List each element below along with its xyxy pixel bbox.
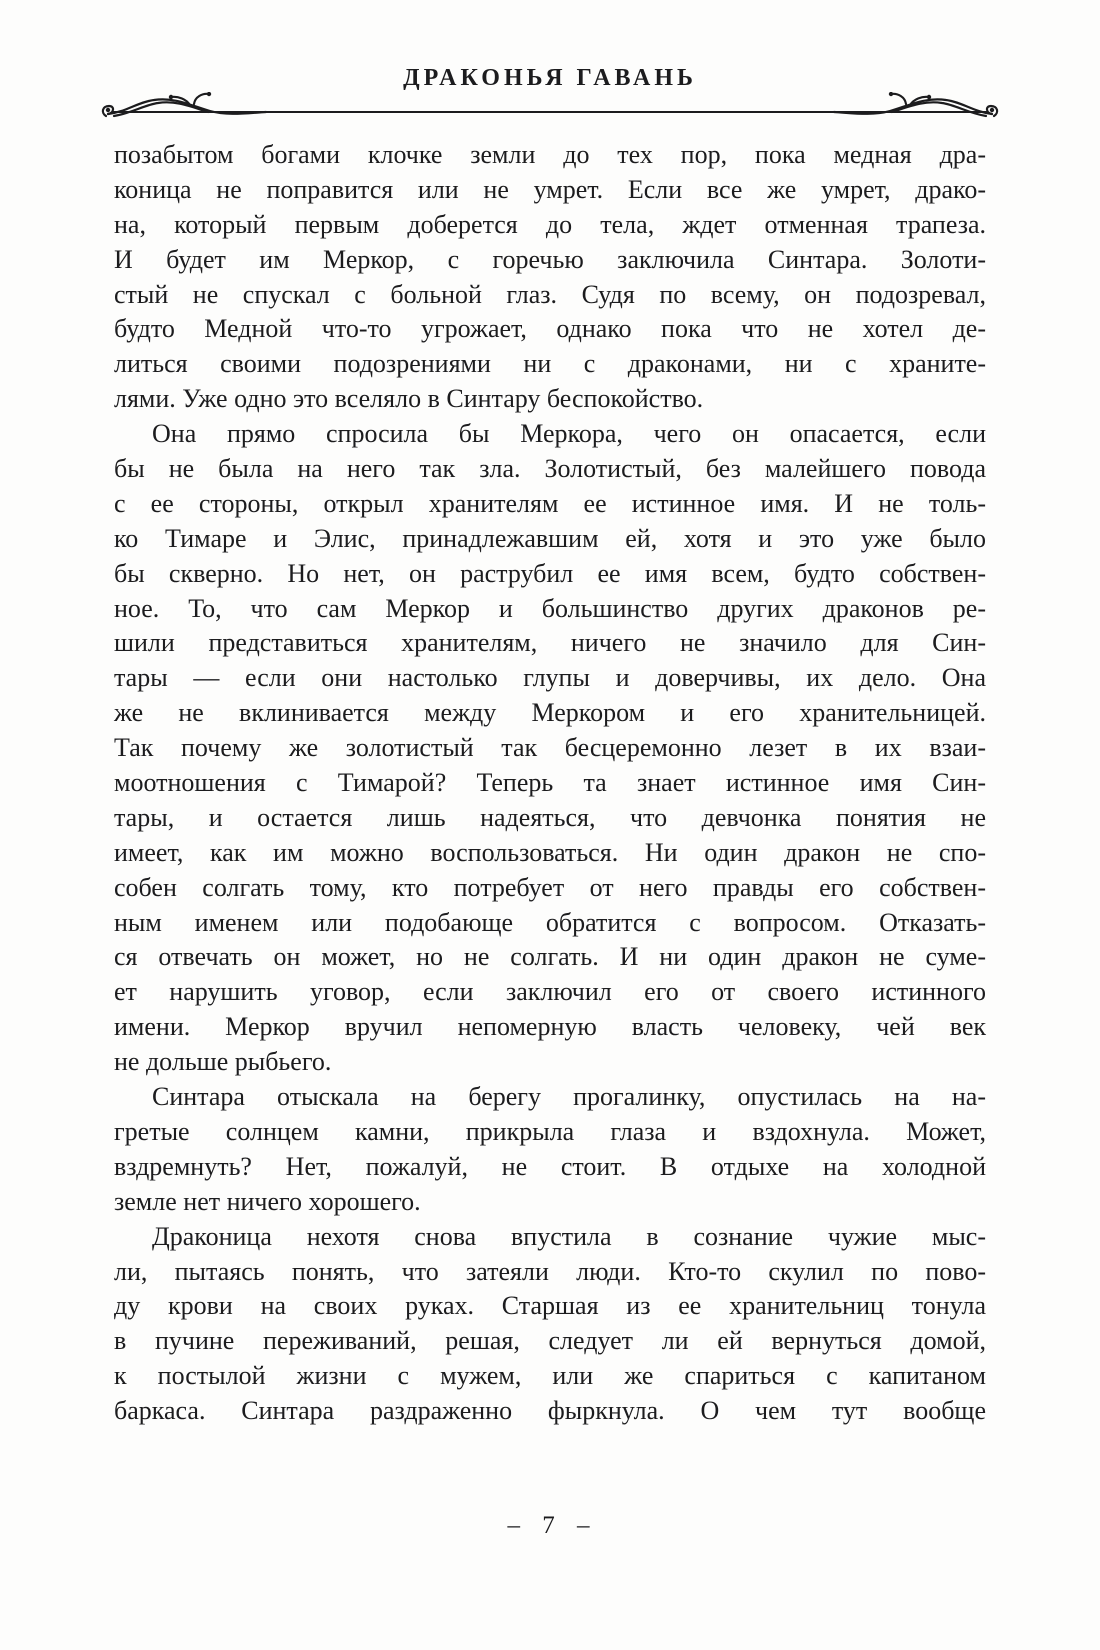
text-line: баркаса. Синтара раздраженно фыркнула. О чем тут вообще (114, 1396, 986, 1426)
text-line: ное. То, что сам Меркор и большинство других драконов ре- (114, 593, 986, 623)
text-line: собен солгать тому, кто потребует от него правды его собствен- (114, 872, 986, 902)
text-line: ным именем или подобающе обратится с вопросом. Отказать- (114, 907, 986, 937)
text-line: И будет им Меркор, с горечью заключила Синтара. Золоти- (114, 244, 986, 274)
text-line: бы скверно. Но нет, он раструбил ее имя всем, будто собствен- (114, 558, 986, 588)
page-number: – 7 – (507, 1512, 593, 1539)
text-line: ет нарушить уговор, если заключил его от своего истинного (114, 977, 986, 1007)
text-line: ко Тимаре и Элис, принадлежавшим ей, хотя и это уже было (114, 523, 986, 553)
text-line: будто Медной что-то угрожает, однако пока что не хотел де- (114, 314, 986, 344)
text-line: Она прямо спросила бы Меркора, чего он опасается, если (152, 419, 986, 449)
text-block (114, 138, 986, 1429)
text-line: стый не спускал с больной глаз. Судя по всему, он подозревал, (114, 279, 986, 309)
flourish-ornament-left-icon (98, 92, 268, 122)
text-line: гретые солнцем камни, прикрыла глаза и вздохнула. Может, (114, 1116, 986, 1146)
text-line: коница не поправится или не умрет. Если все же умрет, драко- (114, 174, 986, 204)
text-line: Так почему же золотистый так бесцеремонно лезет в их взаи- (114, 733, 986, 763)
text-line: земле нет ничего хорошего. (114, 1186, 421, 1216)
text-line: же не вклинивается между Меркором и его хранительницей. (114, 698, 986, 728)
text-line: Драконица нехотя снова впустила в сознание чужие мыс- (152, 1221, 986, 1251)
text-line: лями. Уже одно это вселяло в Синтару беспокойство. (114, 384, 704, 414)
header-rule (98, 92, 1002, 122)
text-line: вздремнуть? Нет, пожалуй, не стоит. В отдыхе на холодной (114, 1151, 986, 1181)
text-line: тары, и остается лишь надеяться, что девчонка понятия не (114, 802, 986, 832)
text-line: имени. Меркор вручил непомерную власть человеку, чей век (114, 1012, 986, 1042)
running-title: ДРАКОНЬЯ ГАВАНЬ (403, 65, 697, 91)
text-line: ду крови на своих руках. Старшая из ее хранительниц тонула (114, 1291, 986, 1321)
text-line: тары — если они настолько глупы и доверчивы, их дело. Она (114, 663, 986, 693)
page-header (0, 0, 1100, 122)
text-line: имеет, как им можно воспользоваться. Ни один дракон не спо- (114, 837, 986, 867)
flourish-ornament-right-icon (832, 92, 1002, 122)
text-line: ли, пытаясь понять, что затеяли люди. Кто-то скулил по пово- (114, 1256, 986, 1286)
text-line: в пучине переживаний, решая, следует ли ей вернуться домой, (114, 1326, 986, 1356)
text-line: на, который первым доберется до тела, ждет отменная трапеза. (114, 209, 986, 239)
text-line: к постылой жизни с мужем, или же спариться с капитаном (114, 1361, 986, 1391)
text-line: моотношения с Тимарой? Теперь та знает истинное имя Син- (114, 768, 986, 798)
text-line: с ее стороны, открыл хранителям ее истинное имя. И не толь- (114, 488, 986, 518)
text-line: Синтара отыскала на берегу прогалинку, опустилась на на- (152, 1082, 986, 1112)
text-line: ся отвечать он может, но не солгать. И ни один дракон не суме- (114, 942, 986, 972)
text-line: литься своими подозрениями ни с драконами, ни с храните- (114, 349, 986, 379)
text-line: бы не была на него так зла. Золотистый, без малейшего повода (114, 454, 986, 484)
text-line: шили представиться хранителям, ничего не значило для Син- (114, 628, 986, 658)
text-line: не дольше рыбьего. (114, 1047, 332, 1077)
text-line: позабытом богами клочке земли до тех пор, пока медная дра- (114, 140, 986, 169)
